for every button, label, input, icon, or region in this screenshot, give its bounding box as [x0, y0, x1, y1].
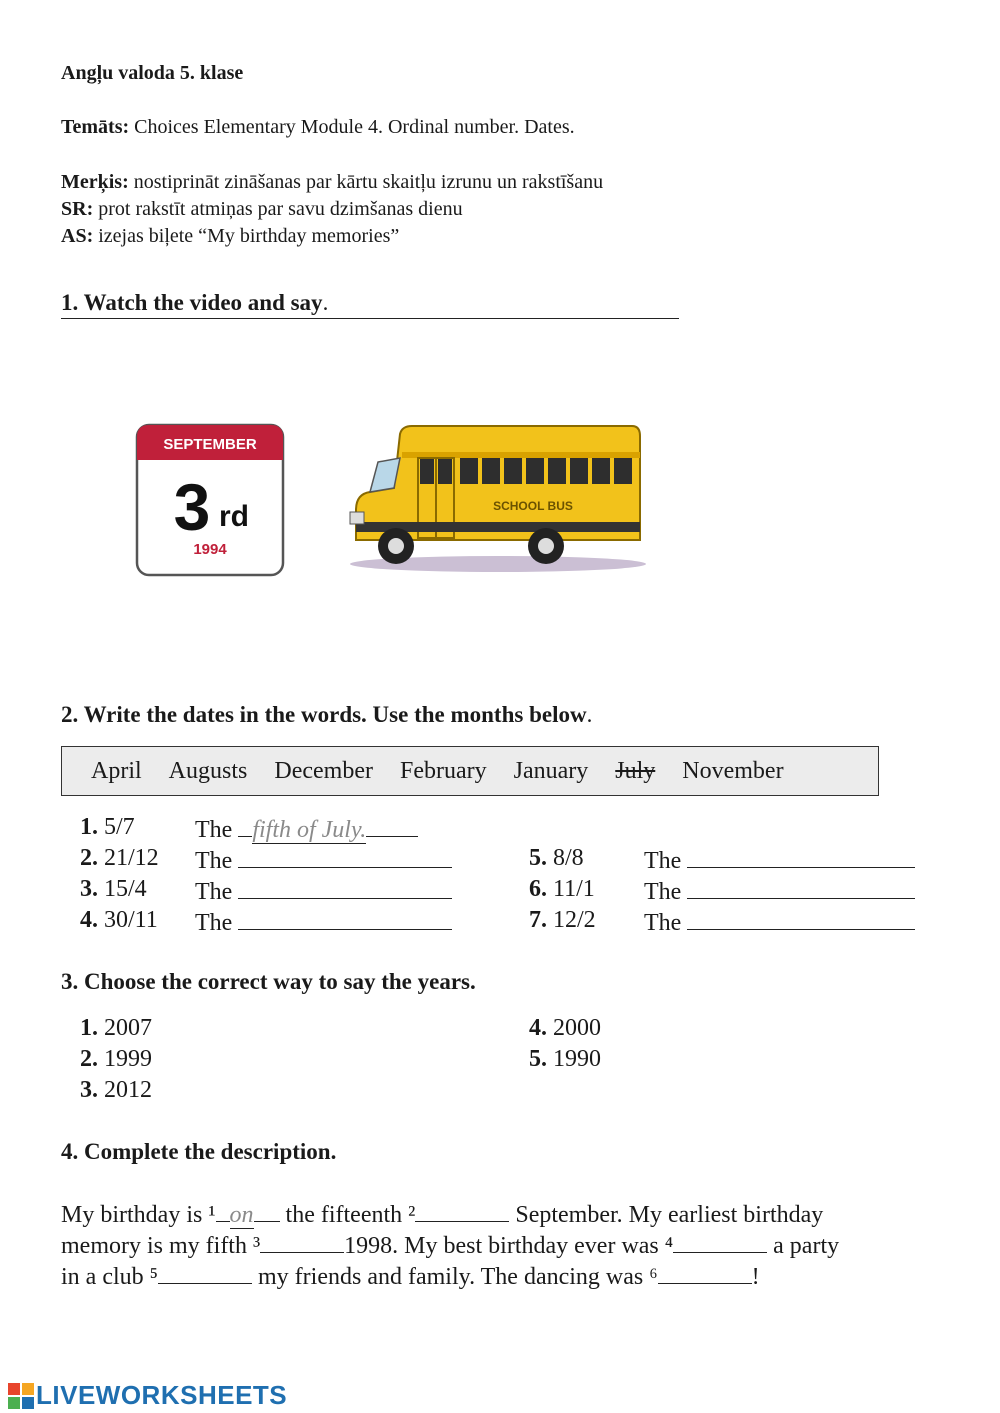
item-number: 4.: [529, 1015, 547, 1041]
item-date: 21/12: [104, 845, 159, 871]
goal-label: Merķis:: [61, 171, 129, 193]
month-augusts: Augusts: [168, 757, 248, 784]
answer-blank[interactable]: [238, 907, 452, 930]
item-number: 2.: [80, 1046, 98, 1072]
item-number: 4.: [80, 907, 98, 933]
section-2-title: 2. Write the dates in the words. Use the months below: [61, 702, 587, 727]
sr-label: SR:: [61, 198, 94, 220]
item-number: 3.: [80, 876, 98, 902]
calendar-year: 1994: [193, 541, 227, 558]
as-line: [61, 225, 399, 248]
section-1-heading: [61, 290, 679, 319]
liveworksheets-logo-icon: [8, 1383, 34, 1409]
date-answer: [644, 845, 915, 875]
bus-label: SCHOOL BUS: [493, 499, 573, 513]
gap-6[interactable]: [658, 1263, 752, 1284]
gap-4[interactable]: [673, 1232, 767, 1253]
goal-text: nostiprināt zināšanas par kārtu skaitļu izrunu un rakstīšanu: [133, 171, 604, 193]
month-january: January: [513, 757, 589, 784]
item-the: The: [195, 910, 233, 936]
text: in a club ⁵: [61, 1264, 159, 1290]
answer-blank-left: [238, 814, 252, 837]
topic-label: Temāts:: [61, 116, 130, 138]
date-answer: [644, 876, 915, 906]
school-bus-illustration: [348, 422, 650, 578]
section-3-title: 3. Choose the correct way to say the years.: [61, 969, 476, 994]
section-4-title: 4. Complete the description.: [61, 1139, 337, 1164]
section-1-punct: .: [322, 290, 329, 315]
year-item[interactable]: [80, 1046, 152, 1073]
date-item: [529, 845, 584, 872]
item-the: The: [644, 848, 682, 874]
item-the: The: [644, 910, 682, 936]
item-number: 1.: [80, 814, 98, 840]
item-year: 1999: [104, 1046, 152, 1072]
text: the fifteenth ²: [279, 1202, 416, 1228]
item-year: 2000: [553, 1015, 601, 1041]
example-answer[interactable]: fifth of July.: [252, 817, 367, 843]
month-february: February: [399, 757, 487, 784]
item-the: The: [195, 879, 233, 905]
answer-blank[interactable]: [238, 845, 452, 868]
calendar-suffix: rd: [219, 500, 249, 533]
topic-line: [61, 116, 575, 139]
year-item[interactable]: [529, 1046, 601, 1073]
goal-line: [61, 171, 603, 194]
answer-blank[interactable]: [687, 907, 915, 930]
logo-text: LIVEWORKSHEETS: [36, 1380, 288, 1410]
sr-text: prot rakstīt atmiņas par savu dzimšanas dienu: [98, 198, 463, 220]
worksheet-title: Angļu valoda 5. klase: [61, 62, 244, 84]
item-date: 8/8: [553, 845, 584, 871]
as-label: AS:: [61, 225, 94, 247]
gap-blank: [254, 1201, 280, 1222]
date-item: [80, 814, 135, 841]
answer-blank-right: [366, 814, 418, 837]
gap-blank: [216, 1201, 230, 1222]
topic-text: Choices Elementary Module 4. Ordinal number. Dates.: [134, 116, 575, 138]
text: September. My earliest birthday: [509, 1202, 824, 1228]
month-april: April: [91, 757, 142, 784]
item-year: 2012: [104, 1077, 152, 1103]
gap-5[interactable]: [158, 1263, 252, 1284]
as-text: izejas biļete “My birthday memories”: [98, 225, 400, 247]
date-answer: [195, 907, 452, 937]
description-line-2: [61, 1231, 941, 1262]
item-the: The: [195, 848, 233, 874]
calendar-month: SEPTEMBER: [163, 436, 257, 453]
months-word-box: [61, 746, 879, 796]
month-december: December: [274, 757, 373, 784]
item-number: 2.: [80, 845, 98, 871]
item-number: 7.: [529, 907, 547, 933]
text: 1998. My best birthday ever was ⁴: [344, 1233, 674, 1259]
item-date: 30/11: [104, 907, 158, 933]
date-item: [80, 907, 158, 934]
sr-line: [61, 198, 463, 221]
answer-blank[interactable]: [687, 845, 915, 868]
item-year: 1990: [553, 1046, 601, 1072]
year-item[interactable]: [80, 1077, 152, 1104]
item-the: The: [195, 817, 233, 843]
item-the: The: [644, 879, 682, 905]
month-november: November: [682, 757, 784, 784]
item-number: 5.: [529, 1046, 547, 1072]
liveworksheets-logo[interactable]: [8, 1380, 287, 1411]
item-date: 12/2: [553, 907, 596, 933]
item-date: 15/4: [104, 876, 147, 902]
calendar-day: 3: [173, 470, 211, 544]
date-answer: [644, 907, 915, 937]
date-item: [80, 876, 147, 903]
date-answer: [195, 845, 452, 875]
text: !: [751, 1264, 760, 1290]
item-date: 11/1: [553, 876, 595, 902]
item-year: 2007: [104, 1015, 152, 1041]
calendar-illustration: [134, 422, 286, 578]
date-item: [529, 907, 596, 934]
year-item[interactable]: [529, 1015, 601, 1042]
answer-blank[interactable]: [238, 876, 452, 899]
gap-3[interactable]: [260, 1232, 344, 1253]
month-july-used: July: [615, 757, 656, 784]
date-answer: [195, 876, 452, 906]
gap-1-answer[interactable]: on: [229, 1202, 254, 1228]
item-number: 1.: [80, 1015, 98, 1041]
item-number: 5.: [529, 845, 547, 871]
date-item: [529, 876, 595, 903]
text: memory is my fifth ³: [61, 1233, 261, 1259]
item-date: 5/7: [104, 814, 135, 840]
answer-blank[interactable]: [687, 876, 915, 899]
section-1-title: 1. Watch the video and say: [61, 290, 323, 315]
item-number: 6.: [529, 876, 547, 902]
date-answer-example: [195, 814, 418, 844]
year-item[interactable]: [80, 1015, 152, 1042]
item-number: 3.: [80, 1077, 98, 1103]
gap-2[interactable]: [415, 1201, 509, 1222]
description-line-1: [61, 1200, 941, 1231]
text: my friends and family. The dancing was ⁶: [252, 1264, 658, 1290]
description-line-3: [61, 1262, 941, 1293]
section-2-punct: .: [586, 702, 593, 727]
text: a party: [767, 1233, 840, 1259]
text: My birthday is ¹: [61, 1202, 216, 1228]
date-item: [80, 845, 159, 872]
section-2-heading: [61, 702, 592, 728]
